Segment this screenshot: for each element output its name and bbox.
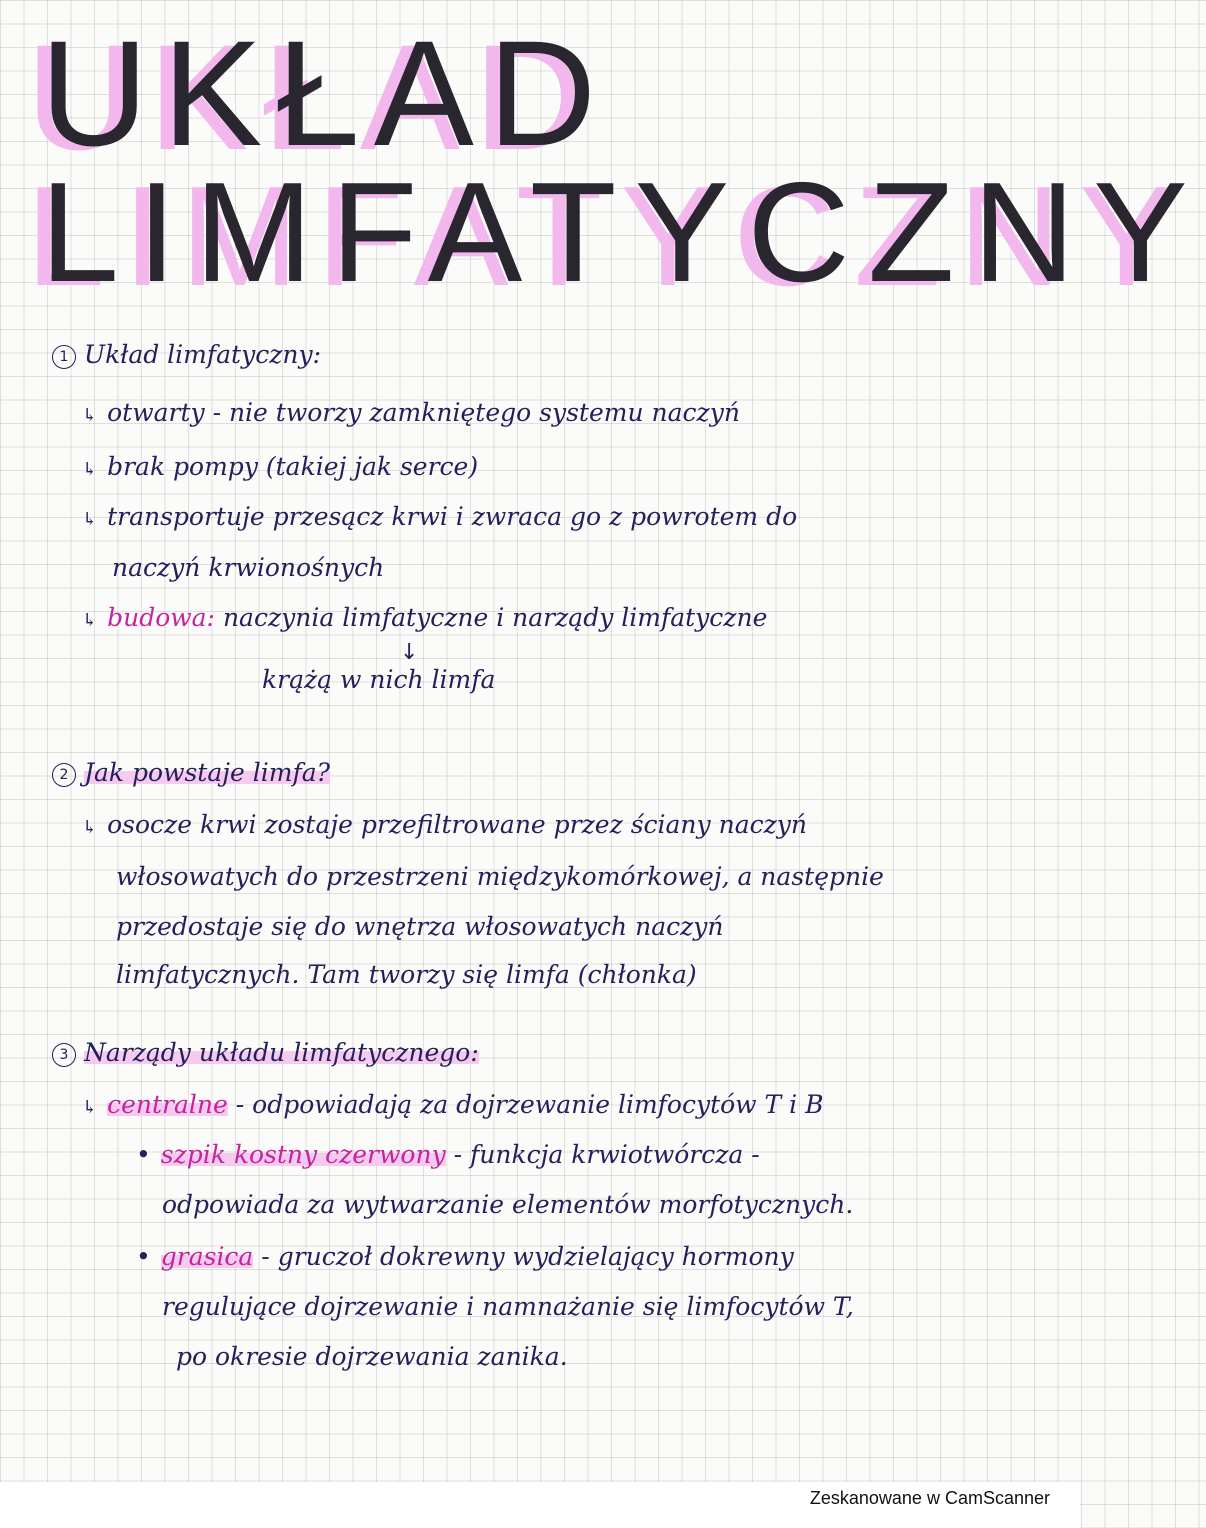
scanner-watermark: Zeskanowane w CamScanner xyxy=(809,1488,1050,1508)
arrow-bullet-icon: ↳ xyxy=(82,405,98,426)
item-text: naczynia limfatyczne i narządy limfatyczne xyxy=(222,603,768,632)
paragraph-line: limfatycznych. Tam tworzy się limfa (chłonka) xyxy=(116,960,697,989)
item-continuation: regulujące dojrzewanie i namnażanie się limfocytów T, xyxy=(162,1292,854,1321)
paragraph-line xyxy=(82,810,807,839)
item-note: krążą w nich limfa xyxy=(262,665,496,694)
section-title: Narządy układu limfatycznego: xyxy=(84,1038,479,1067)
list-item xyxy=(82,1090,823,1119)
section-number: 2 xyxy=(52,763,76,787)
arrow-bullet-icon: ↳ xyxy=(82,509,98,530)
dot-bullet-icon: • xyxy=(136,1242,151,1271)
item-continuation: po okresie dojrzewania zanika. xyxy=(176,1342,568,1371)
dot-bullet-icon: • xyxy=(136,1140,151,1169)
section-number: 1 xyxy=(52,345,76,369)
item-label: budowa: xyxy=(107,603,215,632)
section-title: Układ limfatyczny: xyxy=(84,340,322,369)
section-2-heading xyxy=(52,758,330,787)
title-line-1: UKŁAD xyxy=(40,9,611,177)
item-continuation: odpowiada za wytwarzanie elementów morfotycznych. xyxy=(162,1190,854,1219)
line-text: osocze krwi zostaje przefiltrowane przez ściany naczyń xyxy=(107,810,808,839)
section-number: 3 xyxy=(52,1043,76,1067)
paragraph-line: przedostaje się do wnętrza włosowatych naczyń xyxy=(116,912,724,941)
item-text: - gruczoł dokrewny wydzielający hormony xyxy=(261,1242,794,1271)
list-item xyxy=(82,398,740,427)
item-text: transportuje przesącz krwi i zwraca go z powrotem do xyxy=(107,502,798,531)
arrow-bullet-icon: ↳ xyxy=(82,817,98,838)
item-label: grasica xyxy=(160,1242,254,1271)
list-item xyxy=(82,502,797,531)
list-item xyxy=(136,1140,760,1169)
list-item xyxy=(82,603,767,632)
paragraph-line: włosowatych do przestrzeni międzykomórkowej, a następnie xyxy=(116,862,884,891)
section-title: Jak powstaje limfa? xyxy=(84,758,331,787)
title-line-2: LIMFATYCZNY xyxy=(40,153,1206,312)
item-label: centralne xyxy=(107,1090,228,1119)
item-text: - odpowiadają za dojrzewanie limfocytów T i B xyxy=(235,1090,824,1119)
section-3-heading xyxy=(52,1038,479,1067)
item-label: szpik kostny czerwony xyxy=(160,1140,446,1169)
list-item xyxy=(136,1242,794,1271)
down-arrow-icon: ↓ xyxy=(400,640,419,665)
item-text: otwarty - nie tworzy zamkniętego systemu naczyń xyxy=(107,398,740,427)
section-1-heading xyxy=(52,340,321,369)
arrow-bullet-icon: ↳ xyxy=(82,459,98,480)
arrow-bullet-icon: ↳ xyxy=(82,610,98,631)
list-item xyxy=(82,452,478,481)
item-text: - funkcja krwiotwórcza - xyxy=(453,1140,760,1169)
arrow-bullet-icon: ↳ xyxy=(82,1097,98,1118)
item-text: brak pompy (takiej jak serce) xyxy=(107,452,479,481)
item-continuation: naczyń krwionośnych xyxy=(112,553,385,582)
